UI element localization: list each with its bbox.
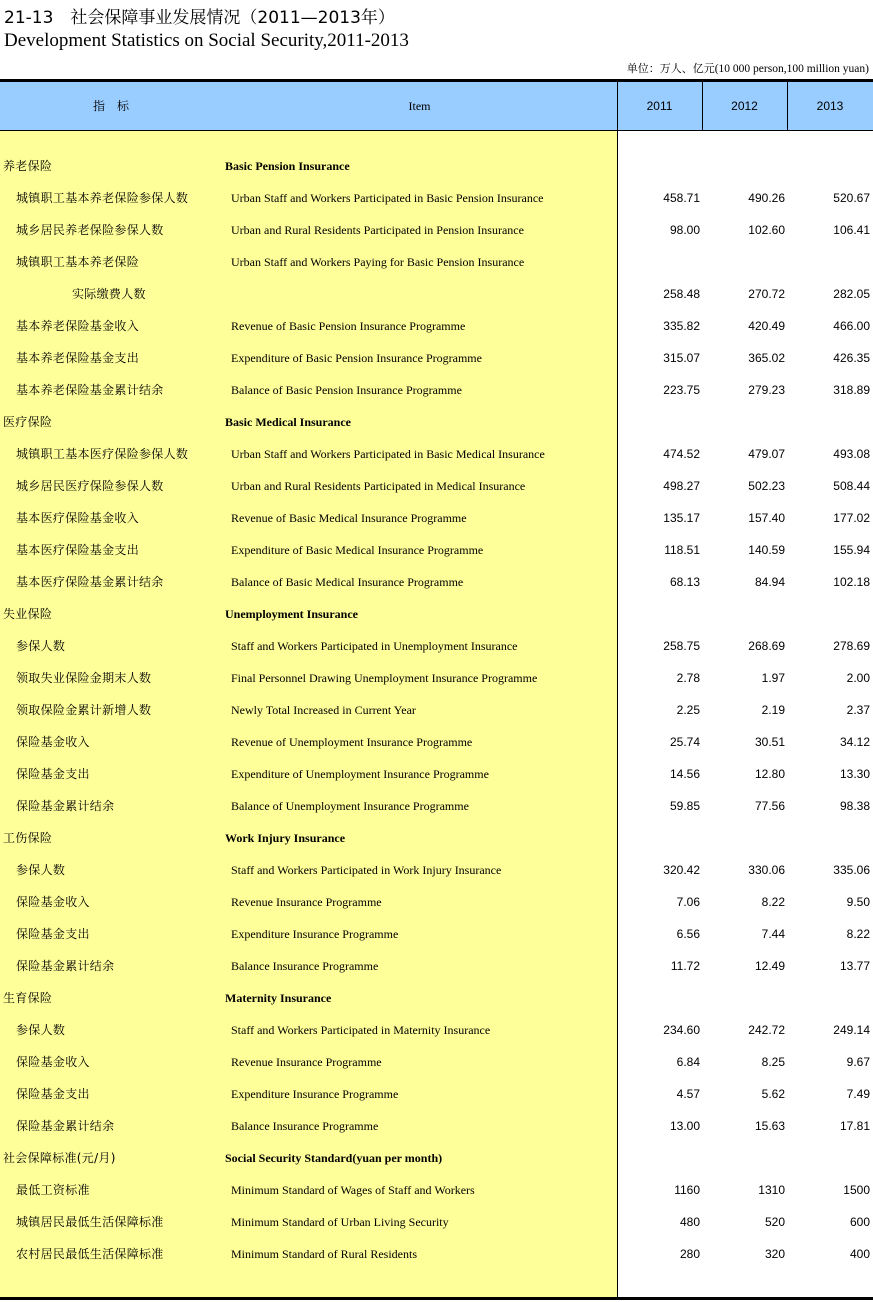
row-label-english: Expenditure of Basic Medical Insurance Programme [231,543,484,557]
value-cell-2012: 1.97 [761,671,785,685]
row-label-english: Revenue of Basic Pension Insurance Programme [231,319,466,333]
row-label-english: Staff and Workers Participated in Unemployment Insurance [231,639,518,653]
row-label-english: Expenditure of Unemployment Insurance Programme [231,767,489,781]
row-label-chinese: 城镇职工基本医疗保险参保人数 [16,447,189,461]
value-cell-2013: 466.00 [833,319,870,333]
table-row [0,470,873,502]
value-cell-2013: 17.81 [839,1119,870,1133]
row-label-chinese: 基本养老保险基金累计结余 [16,383,164,397]
row-label-english: Balance of Basic Medical Insurance Programme [231,575,464,589]
row-label-english: Revenue of Basic Medical Insurance Programme [231,511,467,525]
row-label-chinese: 保险基金收入 [16,895,90,909]
row-label-chinese: 社会保障标准(元/月) [3,1151,116,1165]
page-title-chinese: 21-13 社会保障事业发展情况（2011—2013年） [4,8,395,28]
table-row [0,438,873,470]
value-cell-2011: 2.25 [676,703,700,717]
section-row [0,150,873,182]
row-label-english: Minimum Standard of Rural Residents [231,1247,417,1261]
table-header [0,82,873,130]
value-cell-2012: 102.60 [748,223,785,237]
row-label-chinese: 保险基金支出 [16,927,90,941]
value-cell-2011: 474.52 [663,447,700,461]
value-cell-2013: 13.77 [839,959,870,973]
row-label-english: Balance Insurance Programme [231,1119,379,1133]
value-cell-2011: 234.60 [663,1023,700,1037]
value-cell-2012: 30.51 [754,735,785,749]
value-cell-2013: 493.08 [833,447,870,461]
value-cell-2011: 6.84 [676,1055,700,1069]
row-label-english: Unemployment Insurance [225,607,359,621]
row-label-english: Minimum Standard of Wages of Staff and Workers [231,1183,475,1197]
row-label-chinese: 城乡居民养老保险参保人数 [16,223,164,237]
header-indicator: 指 标 [92,99,129,113]
value-cell-2011: 258.48 [663,287,700,301]
unit-note-english: (10 000 person,100 million yuan) [714,63,869,75]
table-bottom-rule [0,1297,873,1300]
row-label-english: Urban Staff and Workers Participated in Basic Medical Insurance [231,447,545,461]
row-label-english: Basic Medical Insurance [225,415,351,429]
row-label-chinese: 工伤保险 [3,831,53,845]
table-row [0,1046,873,1078]
value-cell-2011: 1160 [674,1183,700,1197]
value-cell-2012: 15.63 [754,1119,785,1133]
section-row [0,1142,873,1174]
value-cell-2013: 34.12 [839,735,870,749]
value-cell-2013: 335.06 [833,863,870,877]
value-cell-2012: 140.59 [748,543,785,557]
row-label-chinese: 保险基金累计结余 [16,1119,115,1133]
value-cell-2011: 280 [679,1247,700,1261]
value-cell-2011: 14.56 [669,767,700,781]
value-cell-2013: 13.30 [839,767,870,781]
value-cell-2011: 25.74 [669,735,700,749]
table-row [0,726,873,758]
value-cell-2012: 490.26 [748,191,785,205]
value-cell-2012: 320 [764,1247,785,1261]
value-cell-2011: 315.07 [663,351,700,365]
row-label-chinese: 养老保险 [3,159,53,173]
value-cell-2013: 106.41 [833,223,870,237]
value-cell-2013: 2.37 [846,703,870,717]
row-label-chinese: 保险基金支出 [16,767,90,781]
row-label-chinese: 参保人数 [16,1023,66,1037]
row-label-chinese: 农村居民最低生活保障标准 [16,1247,164,1261]
table-row [0,694,873,726]
value-cell-2013: 9.50 [846,895,870,909]
row-label-chinese: 保险基金累计结余 [16,799,115,813]
value-cell-2011: 98.00 [669,223,700,237]
section-row [0,598,873,630]
value-cell-2011: 335.82 [663,319,700,333]
row-label-chinese: 基本医疗保险基金支出 [16,543,140,557]
value-cell-2011: 135.17 [663,511,700,525]
row-label-chinese: 医疗保险 [3,415,53,429]
value-cell-2012: 7.44 [761,927,785,941]
row-label-english: Maternity Insurance [225,991,332,1005]
row-label-english: Urban and Rural Residents Participated in Pension Insurance [231,223,524,237]
value-cell-2012: 5.62 [761,1087,785,1101]
row-label-chinese: 失业保险 [3,607,53,621]
value-cell-2013: 7.49 [846,1087,870,1101]
value-cell-2012: 420.49 [748,319,785,333]
row-label-english: Urban and Rural Residents Participated in Medical Insurance [231,479,526,493]
value-cell-2011: 6.56 [676,927,700,941]
value-cell-2011: 258.75 [663,639,700,653]
row-label-english: Newly Total Increased in Current Year [231,703,416,717]
value-cell-2012: 2.19 [761,703,785,717]
row-label-english: Staff and Workers Participated in Maternity Insurance [231,1023,491,1037]
row-label-english: Basic Pension Insurance [225,159,350,173]
table-row [0,886,873,918]
value-cell-2013: 102.18 [833,575,870,589]
row-label-chinese: 城乡居民医疗保险参保人数 [16,479,164,493]
value-cell-2011: 59.85 [669,799,700,813]
value-cell-2013: 600 [849,1215,870,1229]
table-row [0,854,873,886]
row-label-chinese: 基本养老保险基金支出 [16,351,140,365]
row-label-chinese: 最低工资标准 [16,1183,90,1197]
row-label-english: Final Personnel Drawing Unemployment Insurance Programme [231,671,538,685]
row-label-chinese: 领取保险金累计新增人数 [16,703,152,717]
value-cell-2011: 13.00 [669,1119,700,1133]
value-cell-2013: 155.94 [833,543,870,557]
value-cell-2011: 2.78 [676,671,700,685]
value-cell-2012: 242.72 [748,1023,785,1037]
value-cell-2013: 278.69 [833,639,870,653]
table-row [0,790,873,822]
row-label-english: Balance Insurance Programme [231,959,379,973]
value-cell-2013: 1500 [843,1183,870,1197]
header-item: Item [408,99,431,113]
row-label-chinese: 实际缴费人数 [72,287,146,301]
row-label-english: Expenditure Insurance Programme [231,1087,399,1101]
value-cell-2012: 8.25 [761,1055,785,1069]
value-cell-2011: 7.06 [676,895,700,909]
value-cell-2013: 508.44 [833,479,870,493]
row-label-chinese: 参保人数 [16,639,66,653]
value-cell-2011: 480 [679,1215,700,1229]
value-cell-2012: 270.72 [748,287,785,301]
value-cell-2011: 118.51 [664,543,700,557]
unit-note [627,60,869,76]
table-row [0,1078,873,1110]
row-label-chinese: 生育保险 [3,991,53,1005]
value-cell-2013: 2.00 [846,671,870,685]
row-label-chinese: 城镇职工基本养老保险参保人数 [16,191,189,205]
row-label-english: Social Security Standard(yuan per month) [225,1151,443,1165]
value-cell-2011: 4.57 [676,1087,700,1101]
header-year-2013: 2013 [816,99,844,113]
section-row [0,406,873,438]
value-cell-2011: 498.27 [663,479,700,493]
value-cell-2012: 520 [764,1215,785,1229]
value-cell-2012: 330.06 [748,863,785,877]
row-label-english: Expenditure Insurance Programme [231,927,399,941]
table-row [0,502,873,534]
value-cell-2012: 8.22 [761,895,785,909]
table-row [0,278,873,310]
value-cell-2011: 68.13 [669,575,700,589]
value-cell-2012: 279.23 [748,383,785,397]
row-label-english: Balance of Basic Pension Insurance Programme [231,383,462,397]
table-row [0,918,873,950]
table-row [0,758,873,790]
table-row [0,534,873,566]
table-row [0,1206,873,1238]
value-cell-2013: 8.22 [846,927,870,941]
section-row [0,822,873,854]
row-label-english: Staff and Workers Participated in Work Injury Insurance [231,863,502,877]
row-label-chinese: 保险基金累计结余 [16,959,115,973]
table-row [0,1110,873,1142]
row-label-chinese: 保险基金收入 [16,1055,90,1069]
value-cell-2012: 479.07 [748,447,785,461]
row-label-english: Balance of Unemployment Insurance Programme [231,799,469,813]
row-label-english: Revenue Insurance Programme [231,1055,382,1069]
table-row [0,214,873,246]
value-cell-2011: 223.75 [663,383,700,397]
value-cell-2013: 9.67 [846,1055,870,1069]
row-label-chinese: 基本养老保险基金收入 [16,319,140,333]
value-cell-2012: 77.56 [754,799,785,813]
row-label-chinese: 基本医疗保险基金累计结余 [16,575,164,589]
row-label-chinese: 领取失业保险金期末人数 [16,671,152,685]
value-cell-2012: 1310 [758,1183,785,1197]
value-cell-2012: 157.40 [748,511,785,525]
value-cell-2012: 268.69 [748,639,785,653]
row-label-english: Minimum Standard of Urban Living Security [231,1215,449,1229]
value-cell-2013: 98.38 [839,799,870,813]
value-cell-2013: 426.35 [833,351,870,365]
unit-note-chinese: 单位：万人、亿元 [626,62,715,75]
table-row [0,630,873,662]
table-row [0,1014,873,1046]
row-label-chinese: 基本医疗保险基金收入 [16,511,140,525]
header-year-2011: 2011 [646,99,673,113]
row-label-english: Work Injury Insurance [225,831,346,845]
row-label-chinese: 城镇职工基本养老保险 [16,255,140,269]
value-cell-2012: 365.02 [748,351,785,365]
value-cell-2013: 400 [849,1247,870,1261]
row-label-english: Expenditure of Basic Pension Insurance Programme [231,351,482,365]
header-divider [787,82,788,130]
value-cell-2012: 502.23 [748,479,785,493]
row-label-english: Revenue Insurance Programme [231,895,382,909]
table-row [0,342,873,374]
row-label-chinese: 城镇居民最低生活保障标准 [16,1215,164,1229]
value-cell-2012: 12.80 [754,767,785,781]
table-row [0,374,873,406]
value-cell-2013: 249.14 [833,1023,870,1037]
row-label-chinese: 保险基金支出 [16,1087,90,1101]
table-row [0,662,873,694]
value-cell-2012: 12.49 [754,959,785,973]
page-title-english: Development Statistics on Social Security,2011-2013 [4,30,409,51]
value-cell-2012: 84.94 [754,575,785,589]
table-row [0,566,873,598]
table-row [0,1174,873,1206]
value-cell-2013: 520.67 [833,191,870,205]
table-row [0,246,873,278]
header-divider [617,82,618,130]
value-cell-2013: 177.02 [833,511,870,525]
section-row [0,982,873,1014]
value-cell-2013: 282.05 [833,287,870,301]
header-year-2012: 2012 [731,99,758,113]
table-row [0,182,873,214]
value-cell-2011: 458.71 [663,191,700,205]
row-label-chinese: 保险基金收入 [16,735,90,749]
table-row [0,950,873,982]
table-row [0,310,873,342]
row-label-english: Revenue of Unemployment Insurance Programme [231,735,473,749]
header-divider [702,82,703,130]
value-cell-2013: 318.89 [833,383,870,397]
row-label-english: Urban Staff and Workers Participated in Basic Pension Insurance [231,191,544,205]
row-label-english: Urban Staff and Workers Paying for Basic Pension Insurance [231,255,525,269]
value-cell-2011: 11.72 [670,959,700,973]
row-label-chinese: 参保人数 [16,863,66,877]
value-cell-2011: 320.42 [663,863,700,877]
table-row [0,1238,873,1270]
